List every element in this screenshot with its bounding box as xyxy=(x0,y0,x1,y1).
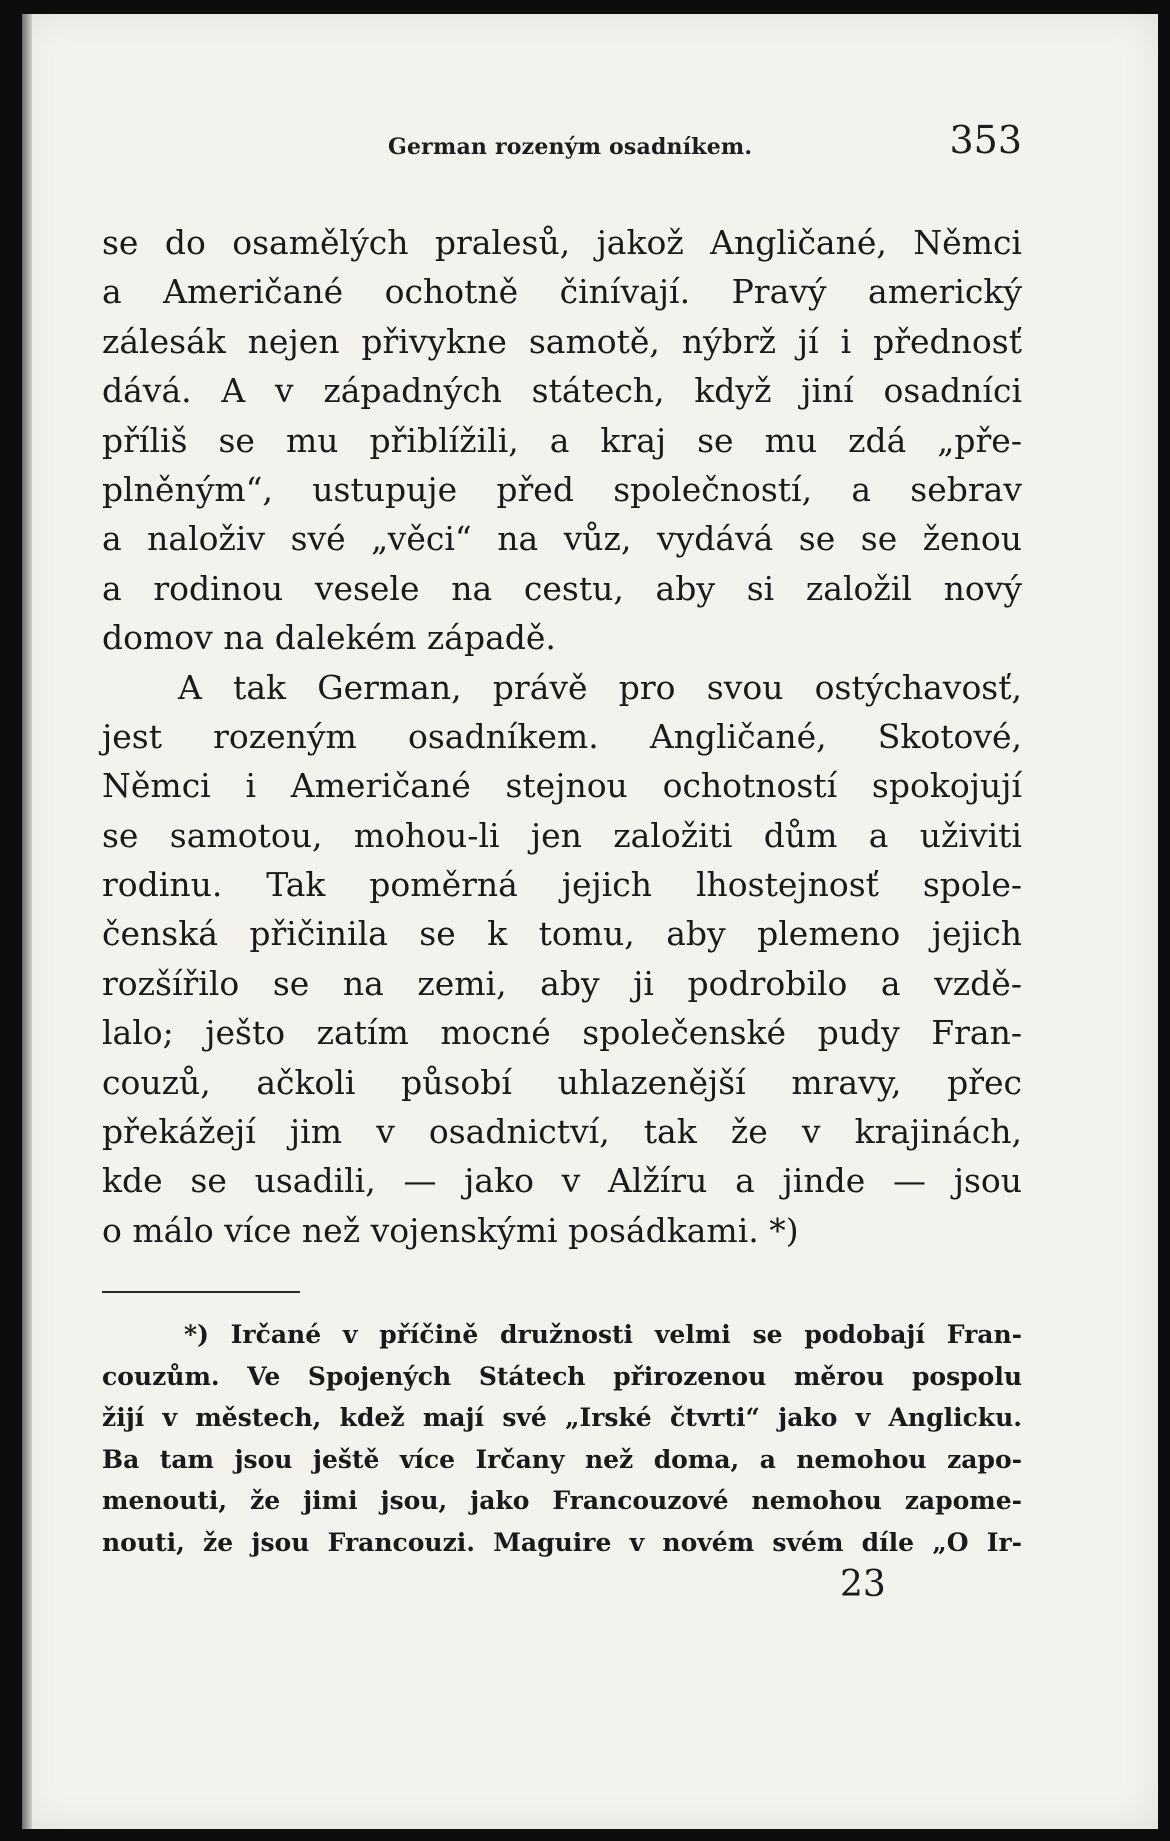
body-line: Němci i Američané stejnou ochotností spokojují xyxy=(102,766,1022,806)
body-line: zálesák nejen přivykne samotě, nýbrž jí i přednosť xyxy=(102,321,1022,361)
body-line: rodinu. Tak poměrná jejich lhostejnosť spole- xyxy=(102,865,1022,905)
body-line: se do osamělých pralesů, jakož Angličané, Němci xyxy=(102,223,1022,262)
body-line: domov na dalekém západě. xyxy=(102,618,556,658)
body-line: čenská přičinila se k tomu, aby plemeno jejich xyxy=(102,914,1022,954)
body-line: překážejí jim v osadnictví, tak že v krajinách, xyxy=(102,1112,1022,1152)
footnote-line: couzům. Ve Spojených Státech přirozenou měrou pospolu xyxy=(102,1361,1022,1391)
body-line: jest rozeným osadníkem. Angličané, Skotové, xyxy=(102,716,1022,756)
body-line: a rodinou vesele na cestu, aby si založil nový xyxy=(102,568,1022,608)
footnote-line: menouti, že jimi jsou, jako Francouzové nemohou zapome- xyxy=(102,1486,1022,1515)
body-line: lalo; ješto zatím mocné společenské pudy Fran- xyxy=(102,1013,1022,1053)
footnote-rule xyxy=(102,1291,300,1293)
body-line: dává. A v západných státech, když jiní osadníci xyxy=(102,371,1022,411)
body-line: a naloživ své „věci“ na vůz, vydává se se ženou xyxy=(102,519,1022,559)
footnote-line: *) Irčané v příčině družnosti velmi se podobají Fran- xyxy=(184,1320,1022,1349)
running-head xyxy=(102,118,1022,178)
signature-mark: 23 xyxy=(840,1564,886,1605)
footnote-line: žijí v městech, kdež mají své „Irské čtvrti“ jako v Anglicku. xyxy=(102,1403,1022,1432)
body-line: se samotou, mohou-li jen založiti dům a uživiti xyxy=(102,815,1022,855)
page-edge-shadow xyxy=(22,14,32,1829)
footnote xyxy=(102,1314,1022,1563)
body-line: A tak German, právě pro svou ostýchavosť, xyxy=(178,667,1022,707)
body-line: couzů, ačkoli působí uhlazenější mravy, přec xyxy=(102,1062,1022,1102)
body-line: rozšířilo se na zemi, aby ji podrobilo a vzdě- xyxy=(102,963,1022,1003)
body-line: plněným“, ustupuje před společností, a sebrav xyxy=(102,469,1022,509)
footnote-line: Ba tam jsou ještě více Irčany než doma, a nemohou zapo- xyxy=(102,1444,1022,1474)
book-page xyxy=(22,14,1158,1829)
page-number: 353 xyxy=(949,118,1022,162)
body-line: příliš se mu přiblížili, a kraj se mu zdá „pře- xyxy=(102,420,1022,460)
body-text xyxy=(102,218,1022,1255)
body-line: kde se usadili, — jako v Alžíru a jinde — jsou xyxy=(102,1161,1022,1201)
body-line: o málo více než vojenskými posádkami. *) xyxy=(102,1210,799,1250)
running-title: German rozeným osadníkem. xyxy=(388,134,753,160)
footnote-line: nouti, že jsou Francouzi. Maguire v novém svém díle „O Ir- xyxy=(102,1527,1022,1557)
body-line: a Američané ochotně činívají. Pravý americký xyxy=(102,272,1022,312)
